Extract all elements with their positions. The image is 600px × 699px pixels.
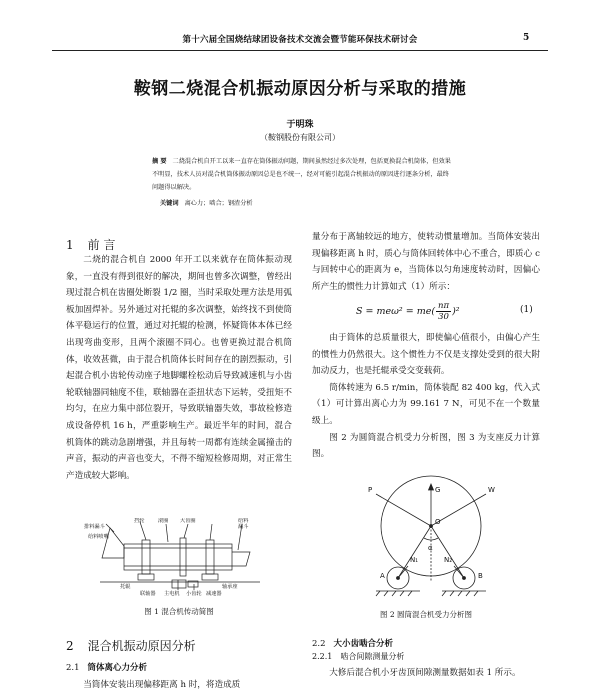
equation-numerator: nπ [438, 301, 450, 311]
fig2-label-n1: N₁ [410, 556, 419, 564]
fig2-label-b: B [478, 572, 483, 580]
fig1-label-bearing: 轴承座 [222, 584, 238, 590]
abstract [152, 155, 452, 194]
subsection-2-2-1-heading [312, 651, 404, 662]
equation-number: (1) [520, 305, 533, 315]
fig2-label-g: G [435, 486, 441, 494]
figure-2-diagram [336, 470, 526, 602]
fig1-label-roller-ring: 滚圈 [158, 518, 169, 524]
section-2-heading [66, 637, 196, 654]
figure-1-caption: 图 1 混合机传动简图 [144, 607, 214, 616]
keywords [160, 198, 460, 207]
fig1-label-pinion: 小齿轮 [186, 591, 202, 597]
section-1-paragraph: 二烧的混合机自 2000 年开工以来就存在筒体振动现象，一直没有得到很好的解决，期间也曾多次调整，曾经出现过混合机在齿圈处断裂 1/2 圈，当时采取处理方法是用弧板加固焊补。另外通过对托辊的多次调整，始终找不到使筒体平稳运行的位置，通过对托辊的检测，怀疑筒体本体已经出现弯曲变形，且两个滚圈不同心。也曾更换过混合机筒体，收效甚微，由于混合机筒体长时间存在的剧烈振动，引起混合机小齿轮传动座子地脚螺栓松动后导致减速机与小齿轮联轴器同轴度不佳，联轴器在歪扭状态下运转，受扭矩不均匀，在应力集中部位裂开，导致联轴器失效，事故检修造成设备停机 16 h，严重影响生产。最近半年的时间，混合机筒体的跳动急剧增强，并且每转一周都有连续金属撞击的声音，振动的声音也变大，不得不缩短检修周期，对正常生产造成较大影响。 [66, 255, 292, 481]
equation-fraction [436, 301, 451, 322]
subsection-2-2-1-text: 大修后混合机小牙齿顶间隙测量数据如表 1 所示。 [329, 668, 521, 678]
page-number: 5 [523, 33, 530, 43]
fig2-label-p: P [368, 486, 373, 494]
fig2-label-alpha: α [428, 544, 433, 552]
figure-2-caption: 图 2 圆筒混合机受力分析图 [379, 610, 473, 619]
roller-ring-left [142, 540, 150, 574]
subsection-2-2-number: 2.2 [312, 639, 326, 649]
subsection-2-2-1-title: 啮合间隙测量分析 [340, 652, 405, 661]
fig1-label-feed-nozzle: 给料喷嘴 [88, 534, 109, 540]
fig1-label-feed-chute: 排料漏斗 [84, 524, 105, 530]
fig1-label-discharge2: 漏斗 [238, 524, 249, 530]
equation-1 [356, 301, 460, 322]
author: 于明珠 [286, 120, 314, 130]
subsection-2-1-title: 筒体离心力分析 [87, 663, 148, 673]
fig2-label-n2: N₂ [444, 556, 453, 564]
motor-shape [172, 580, 186, 588]
fig1-label-stop-wheel: 挡轮 [134, 518, 145, 524]
subsection-2-1-text: 当筒体安装出现偏移距离 h 时，将造成质 [83, 680, 241, 690]
section-1-title: 前 言 [87, 238, 116, 252]
keywords-text: 离心力；啮合；钢渣分析 [184, 200, 253, 207]
fig1-label-reducer: 减速器 [206, 591, 222, 597]
section-2-title: 混合机振动原因分析 [87, 639, 196, 653]
right-paragraph-2: 由于筒体的总质量很大，即使偏心值很小，由偏心产生的惯性力仍然很大。这个惯性力不仅是支撑处受到的很大附加动反力，也是托辊承受交变载荷。 [312, 333, 540, 377]
header-rule [52, 50, 548, 51]
equation-denominator: 30 [438, 312, 449, 322]
subsection-2-2-1-body [312, 665, 540, 682]
right-paragraph-4: 图 2 为圆筒混合机受力分析图，图 3 为支座反力计算图。 [312, 432, 540, 460]
fig2-label-a: A [380, 572, 385, 580]
subsection-2-1-heading [66, 661, 147, 673]
feed-chute-shape [102, 528, 124, 558]
subsection-2-1-body [66, 677, 292, 694]
keywords-label: 关键词 [160, 200, 179, 207]
section-2-number: 2 [66, 639, 74, 653]
subsection-2-2-1-number: 2.2.1 [312, 652, 333, 661]
equation-lhs: S = meω² = me( [356, 306, 436, 317]
fig1-label-large-gear: 大齿圈 [180, 518, 196, 524]
right-column-top [312, 229, 540, 295]
section-1-body [66, 252, 292, 484]
fig2-label-w: W [488, 486, 495, 494]
fig2-label-center: O [435, 518, 441, 526]
abstract-text: 二烧混合机自开工以来一直存在筒体振动问题，期间虽然经过多次处理，包括更换混合机筒体，但效果不明显，技术人员对混合机筒体振动原因总是也不统一，经对可能引起混合机振动的原因进行逐条分析，最终问题得以解决。 [152, 158, 451, 191]
affiliation: （鞍钢股份有限公司） [260, 133, 340, 142]
fig1-label-idler: 托辊 [120, 584, 131, 590]
fig1-label-discharge: 给料 [238, 518, 249, 524]
subsection-2-1-number: 2.1 [66, 663, 80, 673]
right-column-body [312, 330, 540, 463]
right-paragraph-3: 筒体转速为 6.5 r/min，筒体装配 82 400 kg，代入式（1）可计算出离心力为 99.161 7 N，可见不在一个数量级上。 [312, 382, 540, 426]
subsection-2-2-title: 大小齿啮合分析 [333, 639, 394, 649]
running-header-title: 第十六届全国烧结球团设备技术交流会暨节能环保技术研讨会 [182, 35, 418, 45]
right-paragraph-1: 量分布于离轴较远的地方，使转动惯量增加。当筒体安装出现偏移距离 h 时，质心与筒体回转体中心不重合，即质心 c 与回转中心的距离为 e，当筒体以匀角速度转动时，因偏心所产生的惯性力计算如式（1）所示： [312, 232, 540, 292]
fig1-label-motor: 主电机 [164, 591, 180, 597]
equation-rhs: )² [452, 306, 460, 317]
section-1-number: 1 [66, 238, 74, 252]
fig1-label-coupling: 联轴器 [140, 591, 156, 597]
figure-1-diagram [80, 518, 290, 598]
section-1-heading [66, 236, 115, 253]
subsection-2-2-heading [312, 637, 393, 649]
roller-ring-right [206, 540, 214, 574]
abstract-label: 摘 要 [152, 158, 167, 165]
article-title: 鞍钢二烧混合机振动原因分析与采取的措施 [133, 79, 467, 99]
